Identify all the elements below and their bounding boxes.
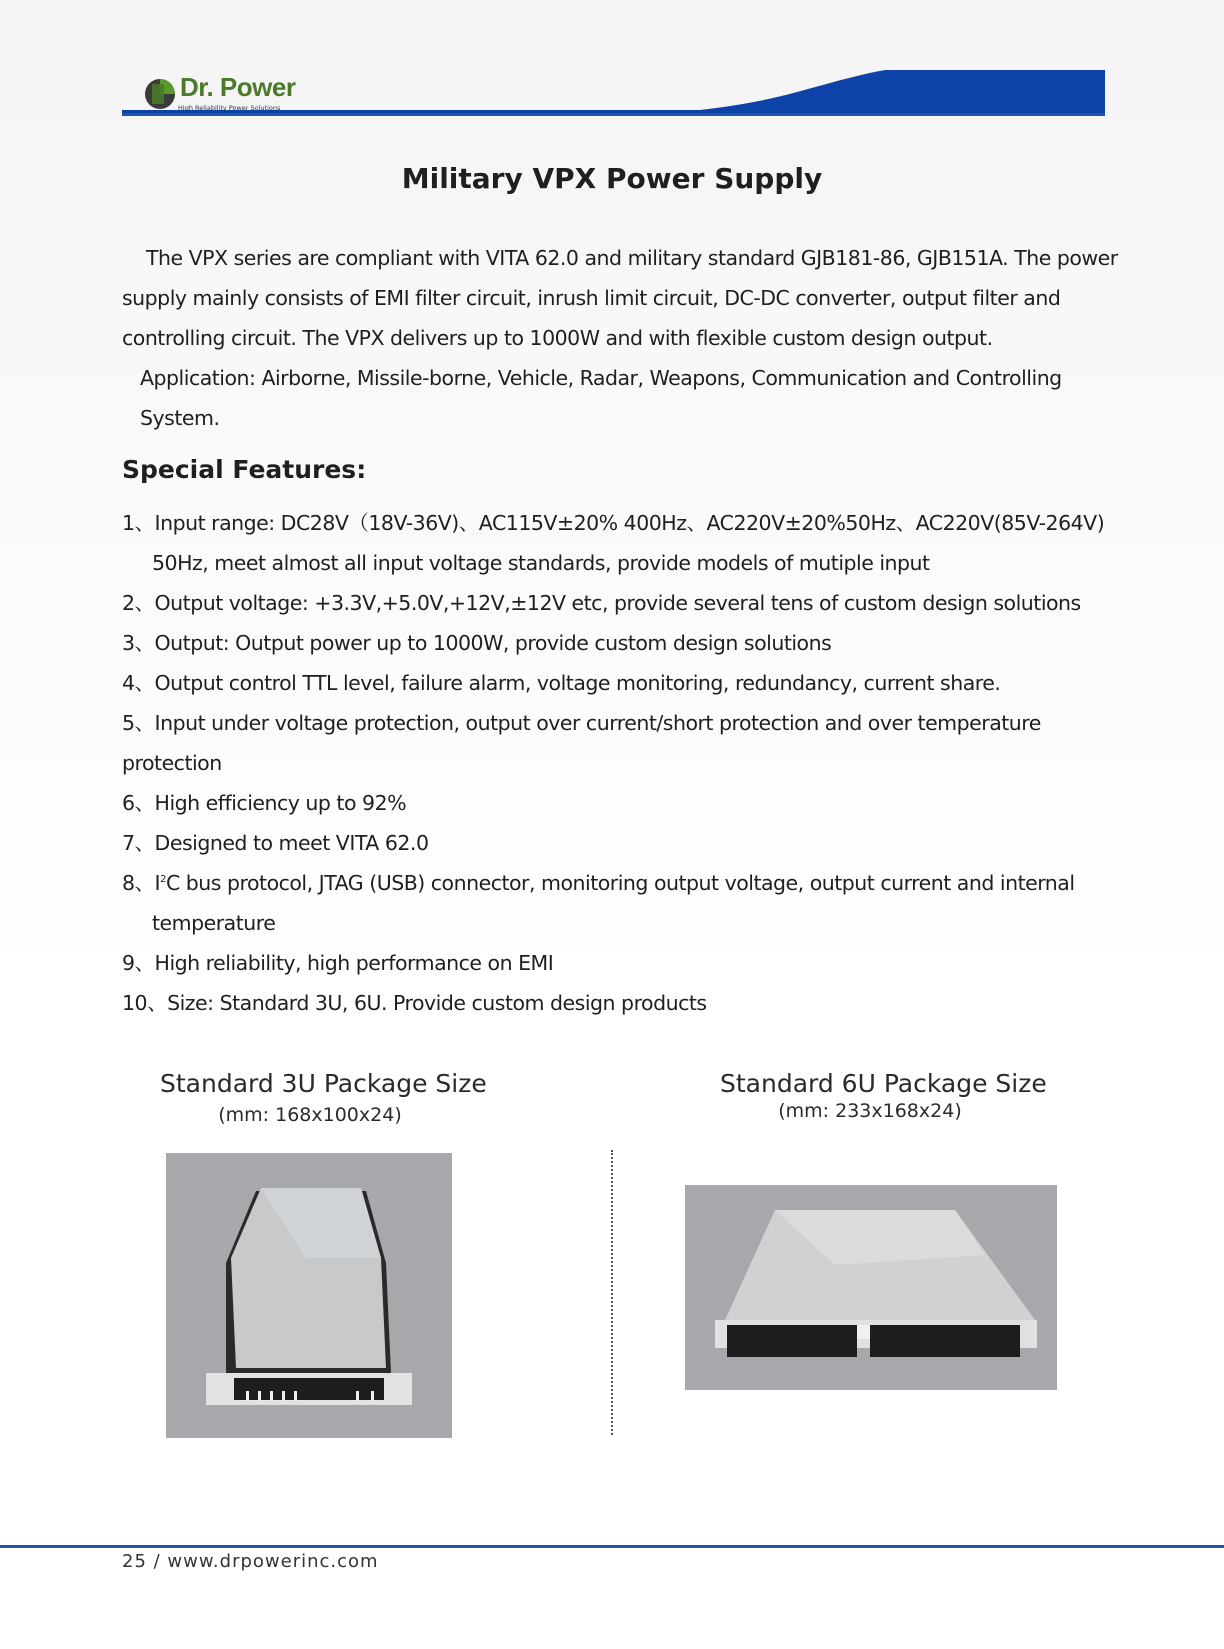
page-header <box>0 0 1224 130</box>
footer-page-url: 25 / www.drpowerinc.com <box>122 1551 379 1572</box>
list-item: 7、Designed to meet VITA 62.0 <box>122 831 429 855</box>
list-item: 2、Output voltage: +3.3V,+5.0V,+12V,±12V etc, provide several tens of custom design solutions <box>122 591 1081 615</box>
list-item: 3、Output: Output power up to 1000W, provide custom design solutions <box>122 631 832 655</box>
package-3u-title: Standard 3U Package Size <box>160 1069 487 1098</box>
list-item: 5、Input under voltage protection, output over current/short protection and over temperature protection <box>122 711 1041 775</box>
product-photo-3u <box>166 1153 452 1438</box>
features-heading: Special Features: <box>122 455 367 484</box>
page-title: Military VPX Power Supply <box>401 162 823 195</box>
list-item: 8、$I^2C$ bus protocol, JTAG (USB) connector, monitoring output voltage, output current and internal <box>122 871 1075 895</box>
logo-name: Dr. Power <box>180 72 296 102</box>
product-photo-6u <box>685 1185 1057 1390</box>
list-item: 6、High efficiency up to 92% <box>122 791 407 815</box>
footer-rule <box>0 1545 1224 1548</box>
intro-paragraph: The VPX series are compliant with VITA 62.0 and military standard GJB181-86, GJB151A. The power supply mainly consists of EMI filter circuit, inrush limit circuit, DC-DC converter, output filter and controlling circuit. The VPX delivers up to 1000W and with flexible custom design output. <box>122 246 1118 350</box>
column-divider <box>611 1150 613 1435</box>
list-item: 1、Input range: DC28V（18V-36V)、AC115V±20% 400Hz、AC220V±20%50Hz、AC220V(85V-264V) <box>122 511 1105 535</box>
package-3u-dims: (mm: 168x100x24) <box>218 1104 402 1126</box>
list-item: 9、High reliability, high performance on EMI <box>122 951 554 975</box>
package-6u-dims: (mm: 233x168x24) <box>778 1100 962 1122</box>
list-item-continuation: 50Hz, meet almost all input voltage standards, provide models of mutiple input <box>152 551 930 575</box>
brand-logo <box>140 74 310 118</box>
logo-tagline: High Reliability Power Solutions <box>178 104 281 112</box>
application-line: Application: Airborne, Missile-borne, Vehicle, Radar, Weapons, Communication and Controlling System. <box>140 366 1062 430</box>
list-item: 10、Size: Standard 3U, 6U. Provide custom design products <box>122 991 707 1015</box>
intro-section <box>122 238 1122 438</box>
features-list <box>122 503 1132 1023</box>
list-item-continuation: temperature <box>152 911 276 935</box>
list-item: 4、Output control TTL level, failure alarm, voltage monitoring, redundancy, current share. <box>122 671 1001 695</box>
package-6u-title: Standard 6U Package Size <box>720 1069 1047 1098</box>
logo-mark-icon <box>140 74 180 110</box>
